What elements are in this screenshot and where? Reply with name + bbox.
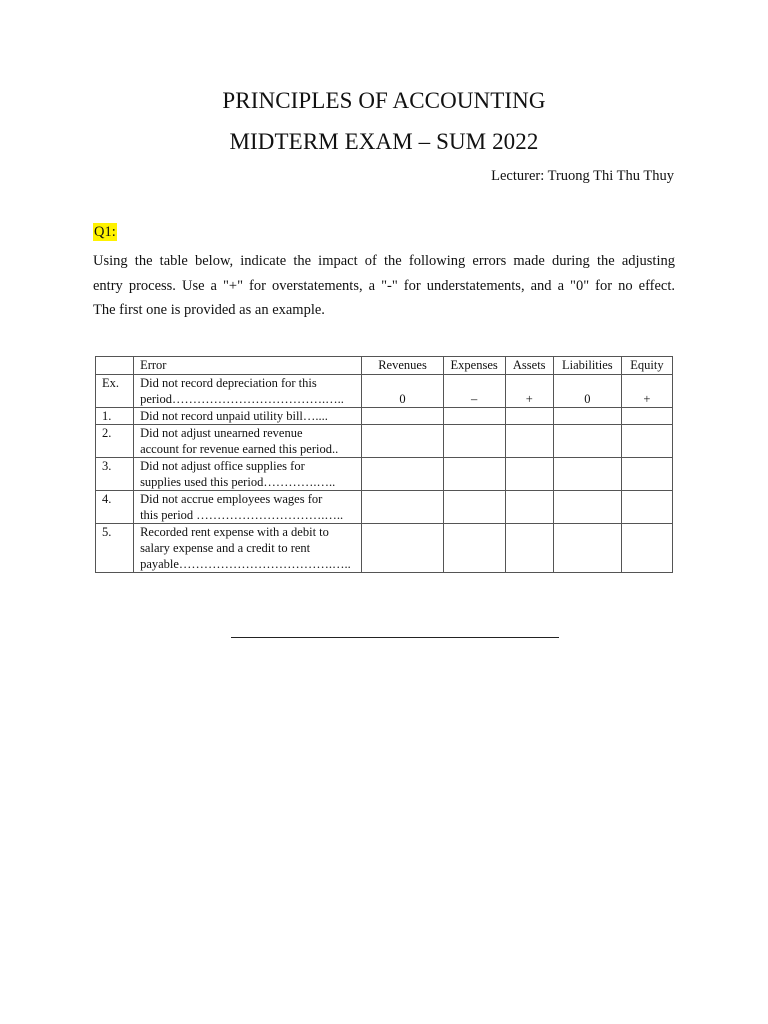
instructions-line: entry process. Use a "+" for overstatements, a "-" for understatements, and a "0" for no effect. xyxy=(93,277,675,294)
impact-revenues-cell xyxy=(362,425,443,458)
impact-liabilities-cell xyxy=(553,408,621,425)
exam-course-title: PRINCIPLES OF ACCOUNTING xyxy=(222,88,546,113)
impact-liabilities-cell xyxy=(553,491,621,524)
error-description-line: payable……………………………….….. xyxy=(140,557,351,571)
error-description-line: Did not adjust unearned revenue xyxy=(140,426,303,440)
header-assets: Assets xyxy=(505,357,553,375)
impact-revenues-cell xyxy=(362,458,443,491)
impact-expenses-cell xyxy=(443,524,505,573)
error-description-line: Did not accrue employees wages for xyxy=(140,492,323,506)
impact-liabilities-cell xyxy=(553,524,621,573)
row-number: 3. xyxy=(96,458,134,491)
error-impact-table xyxy=(95,356,673,573)
table-row xyxy=(96,491,673,524)
exam-title: MIDTERM EXAM – SUM 2022 xyxy=(229,129,539,154)
impact-equity-cell xyxy=(621,524,672,573)
error-description xyxy=(134,491,362,524)
error-description-line: Did not record depreciation for this xyxy=(140,376,317,390)
error-description-line: period……………………………….….. xyxy=(140,392,344,406)
impact-expenses-cell xyxy=(443,425,505,458)
impact-expenses-cell: – xyxy=(443,375,505,408)
impact-assets-cell xyxy=(505,524,553,573)
header-liabilities: Liabilities xyxy=(553,357,621,375)
error-description xyxy=(134,458,362,491)
impact-revenues-cell: 0 xyxy=(362,375,443,408)
impact-expenses-cell xyxy=(443,458,505,491)
impact-assets-cell: + xyxy=(505,375,553,408)
impact-expenses-cell xyxy=(443,491,505,524)
error-description xyxy=(134,408,362,425)
table-row xyxy=(96,458,673,491)
end-divider-line xyxy=(231,637,559,638)
error-description-line: salary expense and a credit to rent xyxy=(140,541,311,555)
header-number xyxy=(96,357,134,375)
error-description-line: Recorded rent expense with a debit to xyxy=(140,525,329,539)
header-expenses: Expenses xyxy=(443,357,505,375)
impact-assets-cell xyxy=(505,408,553,425)
error-description xyxy=(134,375,362,408)
impact-revenues-cell xyxy=(362,491,443,524)
impact-equity-cell xyxy=(621,458,672,491)
row-number: 1. xyxy=(96,408,134,425)
error-description xyxy=(134,425,362,458)
error-description-line: Did not adjust office supplies for xyxy=(140,459,305,473)
impact-assets-cell xyxy=(505,458,553,491)
impact-equity-cell xyxy=(621,491,672,524)
error-description-line: this period ………………………….….. xyxy=(140,508,344,522)
impact-equity-cell xyxy=(621,425,672,458)
instructions-line: The first one is provided as an example. xyxy=(93,302,325,318)
impact-liabilities-cell xyxy=(553,458,621,491)
table-body xyxy=(96,375,673,573)
header-revenues: Revenues xyxy=(362,357,443,375)
table-row xyxy=(96,524,673,573)
impact-equity-cell: + xyxy=(621,375,672,408)
row-number: 4. xyxy=(96,491,134,524)
lecturer-name: Lecturer: Truong Thi Thu Thuy xyxy=(491,168,674,184)
header-equity: Equity xyxy=(621,357,672,375)
error-description-line: supplies used this period………….….. xyxy=(140,475,336,489)
impact-liabilities-cell xyxy=(553,425,621,458)
instructions-line: Using the table below, indicate the impact of the following errors made during the adjusting xyxy=(93,253,675,269)
error-description-line: account for revenue earned this period.. xyxy=(140,442,339,456)
row-number: 5. xyxy=(96,524,134,573)
table-row xyxy=(96,375,673,408)
table-header-row xyxy=(96,357,673,375)
impact-revenues-cell xyxy=(362,408,443,425)
impact-revenues-cell xyxy=(362,524,443,573)
table-row xyxy=(96,425,673,458)
row-number: Ex. xyxy=(96,375,134,408)
impact-assets-cell xyxy=(505,491,553,524)
error-description xyxy=(134,524,362,573)
impact-liabilities-cell: 0 xyxy=(553,375,621,408)
impact-assets-cell xyxy=(505,425,553,458)
error-description-line: Did not record unpaid utility bill….... xyxy=(140,409,328,423)
row-number: 2. xyxy=(96,425,134,458)
impact-equity-cell xyxy=(621,408,672,425)
impact-expenses-cell xyxy=(443,408,505,425)
question-instructions xyxy=(93,249,675,323)
table-row xyxy=(96,408,673,425)
question-label: Q1: xyxy=(94,224,116,240)
header-error: Error xyxy=(134,357,362,375)
